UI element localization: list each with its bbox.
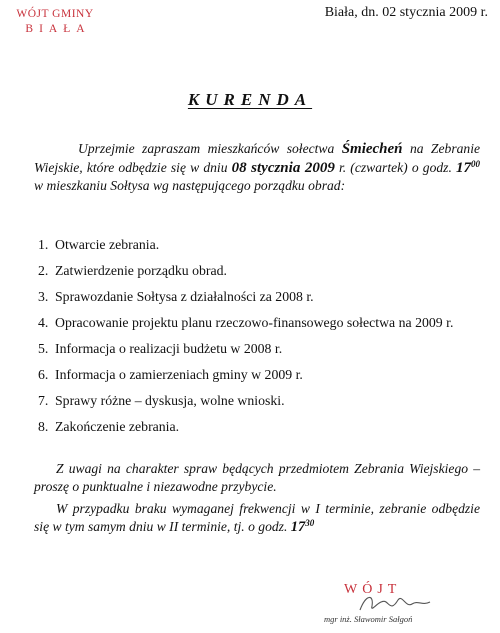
- agenda-item-number: 7.: [38, 393, 49, 408]
- second-term-note: [34, 500, 480, 536]
- agenda-item: [38, 288, 478, 305]
- agenda-item-text: Opracowanie projektu planu rzeczowo-finansowego sołectwa na 2009 r.: [55, 315, 454, 330]
- document-date: Biała, dn. 02 stycznia 2009 r.: [324, 5, 488, 20]
- agenda-item-number: 5.: [38, 341, 49, 356]
- agenda-item-number: 2.: [38, 263, 49, 278]
- agenda-item-text: Sprawy różne – dyskusja, wolne wnioski.: [55, 393, 285, 408]
- agenda-item: [38, 418, 478, 435]
- official-stamp: [14, 8, 96, 35]
- agenda-item: [38, 366, 478, 383]
- agenda-list: [38, 236, 478, 444]
- title-text: KURENDA: [187, 90, 313, 109]
- second-term-minutes: 30: [305, 517, 315, 528]
- agenda-item-number: 6.: [38, 367, 49, 382]
- agenda-item-number: 3.: [38, 289, 49, 304]
- intro-text-1: Uprzejmie zapraszam mieszkańców sołectwa: [78, 141, 335, 156]
- punctuality-note-text: Z uwagi na charakter spraw będących przedmiotem Zebrania Wiejskiego – proszę o punktualne i niezawodne przybycie.: [34, 461, 480, 494]
- stamp-line-2: BIAŁA: [25, 23, 91, 35]
- agenda-item-number: 8.: [38, 419, 49, 434]
- agenda-item: [38, 392, 478, 409]
- village-name: Śmiecheń: [341, 141, 403, 157]
- meeting-hour: [456, 160, 480, 176]
- signature-title: WÓJT: [344, 582, 402, 597]
- agenda-item-text: Informacja o zamierzeniach gminy w 2009 r.: [55, 367, 303, 382]
- agenda-item-text: Zakończenie zebrania.: [55, 419, 180, 434]
- agenda-item-text: Otwarcie zebrania.: [55, 237, 160, 252]
- second-term-note-text: W przypadku braku wymaganej frekwencji w I terminie, zebranie odbędzie się w tym samym dniu w II terminie, tj. o godz.: [34, 501, 480, 534]
- meeting-date: 08 stycznia 2009: [231, 159, 335, 176]
- agenda-item-number: 1.: [38, 237, 49, 252]
- agenda-item-text: Zatwierdzenie porządku obrad.: [55, 263, 227, 278]
- signature-block: [316, 580, 466, 630]
- punctuality-note: [34, 460, 480, 495]
- intro-text-4: w mieszkaniu Sołtysa wg następującego porządku obrad:: [34, 178, 346, 193]
- agenda-item: [38, 340, 478, 357]
- second-term-hour-value: 17: [290, 518, 306, 535]
- agenda-item: [38, 314, 478, 331]
- agenda-item: [38, 236, 478, 253]
- document-title: [0, 90, 500, 110]
- agenda-item-text: Informacja o realizacji budżetu w 2008 r.: [55, 341, 283, 356]
- meeting-minutes: 00: [471, 158, 481, 169]
- second-term-hour: [291, 519, 315, 535]
- agenda-item: [38, 262, 478, 279]
- agenda-item-text: Sprawozdanie Sołtysa z działalności za 2008 r.: [55, 289, 314, 304]
- stamp-line-1: WÓJT GMINY: [16, 8, 94, 20]
- intro-paragraph: [34, 140, 480, 195]
- signatory-name: mgr inż. Sławomir Sałgoń: [324, 614, 413, 624]
- agenda-item-number: 4.: [38, 315, 49, 330]
- intro-text-3: r. (czwartek) o godz.: [338, 159, 452, 175]
- intro-text-2: na Zebranie Wiejskie, które odbędzie się w dniu: [34, 141, 481, 175]
- meeting-hour-value: 17: [456, 159, 472, 176]
